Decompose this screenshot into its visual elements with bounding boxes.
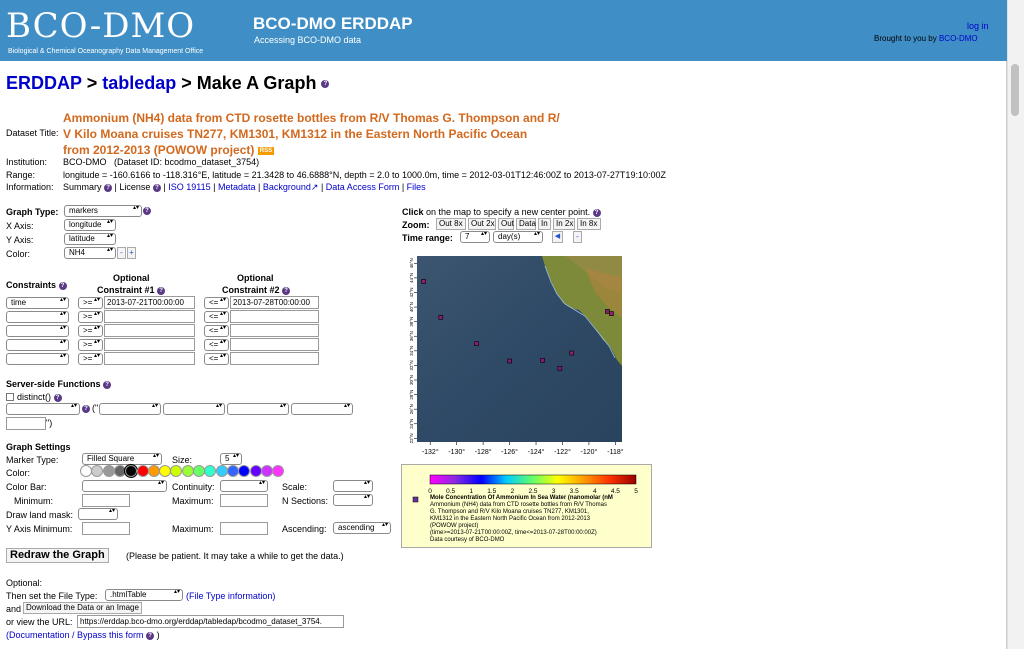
constraint1-value-input[interactable] <box>104 324 195 337</box>
data-point <box>508 359 512 363</box>
constraint1-optional: Optional <box>113 273 150 283</box>
function-arg-select-1[interactable] <box>99 403 161 415</box>
range-value: longitude = -160.6166 to -118.316°E, latitude = 21.3428 to 46.6888°N, depth = 2.0 to 1000.0m, time = 2012-03-01T12:46:00Z to 2013-07-27T19:10:00Z <box>63 170 666 180</box>
information-links: Summary ? | License ? | ISO 19115 | Metadata | Background↗ | Data Access Form | Files <box>63 182 426 192</box>
zoom-button[interactable]: In <box>538 218 551 230</box>
function-arg-select-3[interactable] <box>227 403 289 415</box>
constraint2-value-input[interactable] <box>230 310 319 323</box>
y-tick-label: 26°N <box>409 404 414 415</box>
nsections-select[interactable] <box>333 494 373 506</box>
login-link[interactable]: log in <box>967 21 989 31</box>
dataset-title-line: Ammonium (NH4) data from CTD rosette bottles from R/V Thomas G. Thompson and R/ <box>63 111 560 125</box>
constraint2-value-input[interactable] <box>230 324 319 337</box>
constraint2-header <box>222 285 290 295</box>
x-tick-label: -122° <box>554 449 571 456</box>
data-map[interactable] <box>395 248 640 463</box>
x-tick-label: -126° <box>501 449 518 456</box>
colorbar-tick-label: 4.5 <box>610 488 620 495</box>
data-point <box>609 312 613 316</box>
bcodmo-link[interactable]: BCO-DMO <box>938 34 978 43</box>
close-paren: ) <box>156 630 160 640</box>
color-var-select[interactable]: NH4 ▴▾ <box>64 247 116 259</box>
summary-text: Summary <box>63 182 102 192</box>
data-point <box>558 366 562 370</box>
help-icon[interactable]: ? <box>282 287 290 295</box>
ascending-label: Ascending: <box>282 524 327 534</box>
constraint1-value-input[interactable] <box>104 310 195 323</box>
function-select[interactable] <box>6 403 80 415</box>
landmask-select[interactable] <box>78 508 118 520</box>
constraint2-value-input[interactable] <box>230 352 319 365</box>
colorbar-tick-label: 3.5 <box>569 488 579 495</box>
server-functions-text: Server-side Functions <box>6 379 101 389</box>
open-paren: (" <box>92 403 99 413</box>
time-range-unit-select[interactable]: day(s) ▴▾ <box>493 231 543 243</box>
constraint2-operator-select[interactable]: <= ▴▾ <box>204 297 229 309</box>
breadcrumb-sep: > <box>81 73 103 93</box>
time-back-button[interactable]: ◀ <box>552 231 563 243</box>
server-functions-label <box>6 379 111 389</box>
colorbar-tick-label: 5 <box>634 488 638 495</box>
brought-by <box>874 34 978 43</box>
colorbar-tick-label: 1.5 <box>487 488 497 495</box>
y-axis-minimum-input[interactable] <box>82 522 130 535</box>
data-point <box>475 342 479 346</box>
site-title: BCO-DMO ERDDAP <box>253 14 413 33</box>
y-tick-labels <box>409 258 417 443</box>
color-bar <box>430 475 636 484</box>
x-tick-label: -120° <box>580 449 598 456</box>
size-select[interactable]: 5 ▴▾ <box>220 453 242 465</box>
constraint-variable-select[interactable]: time ▴▾ <box>6 297 69 309</box>
page-header <box>0 0 1007 61</box>
external-link-icon: ↗ <box>310 182 319 192</box>
color-bar-label: Color Bar: <box>6 482 47 492</box>
x-tick-label: -132° <box>421 449 439 456</box>
y-tick-label: 42°N <box>409 287 414 298</box>
constraint1-value-input[interactable] <box>104 338 195 351</box>
constraints-text: Constraints <box>6 280 57 290</box>
legend-line: Ammonium (NH4) data from CTD rosette bottles from R/V Thomas <box>430 502 607 508</box>
continuity-select[interactable] <box>220 480 268 492</box>
constraint1-operator-select[interactable]: >= ▴▾ <box>78 311 103 323</box>
distinct-text: distinct() <box>17 392 52 402</box>
continuity-label: Continuity: <box>172 482 215 492</box>
legend-line: G. Thompson and R/V Kilo Moana cruises TN277, KM1301, <box>430 509 589 515</box>
constraint1-text: Constraint #1 <box>97 285 155 295</box>
color-bar-select[interactable] <box>82 480 167 492</box>
y-axis-select[interactable]: latitude ▴▾ <box>64 233 116 245</box>
function-arg-input[interactable] <box>6 417 46 430</box>
colorbar-maximum-input[interactable] <box>220 494 268 507</box>
url-input[interactable]: https://erddap.bco-dmo.org/erddap/tabledap/bcodmo_dataset_3754. <box>77 615 344 628</box>
scale-label: Scale: <box>282 482 308 492</box>
function-arg-select-4[interactable] <box>291 403 353 415</box>
colorbar-tick-label: 2.5 <box>528 488 538 495</box>
data-point <box>605 309 609 313</box>
y-tick-label: 36°N <box>409 331 414 342</box>
constraint-variable-select[interactable] <box>6 353 69 365</box>
graph-type-label: Graph Type: <box>6 207 59 217</box>
color-swatch[interactable] <box>114 465 126 477</box>
constraint1-operator-select[interactable]: >= ▴▾ <box>78 297 103 309</box>
license-text: License <box>119 182 151 192</box>
dataset-title <box>63 110 560 158</box>
colorbar-ticks <box>428 488 638 495</box>
help-icon[interactable]: ? <box>157 287 165 295</box>
download-button[interactable]: Download the Data or an Image <box>23 602 142 614</box>
constraint2-operator-select[interactable]: <= ▴▾ <box>204 353 229 365</box>
y-tick-label: 28°N <box>409 389 414 400</box>
institution-name: BCO-DMO <box>63 157 107 167</box>
metadata-link[interactable]: Metadata <box>217 182 256 192</box>
scale-select[interactable] <box>333 480 373 492</box>
x-axis-select[interactable]: longitude ▴▾ <box>64 219 116 231</box>
y-tick-label: 46°N <box>409 258 414 269</box>
x-tick-label: -118° <box>607 449 624 456</box>
color-swatch[interactable] <box>159 465 171 477</box>
distinct-label <box>17 392 62 402</box>
color-var-plus-button[interactable]: + <box>127 247 136 259</box>
x-tick-label: -124° <box>527 449 545 456</box>
help-icon[interactable]: ? <box>59 282 67 290</box>
color-var-minus-button[interactable]: - <box>117 247 126 259</box>
graph-settings-label: Graph Settings <box>6 442 71 452</box>
minimum-label: Minimum: <box>14 496 54 506</box>
nsections-label: N Sections: <box>282 496 329 506</box>
y-tick-label: 40°N <box>409 302 414 313</box>
help-icon[interactable]: ? <box>146 632 154 640</box>
marker-type-select[interactable]: Filled Square ▴▾ <box>82 453 162 465</box>
constraint1-header <box>97 285 165 295</box>
constraint2-operator-select[interactable]: <= ▴▾ <box>204 339 229 351</box>
landmask-label: Draw land mask: <box>6 510 74 520</box>
zoom-button[interactable]: In 8x <box>577 218 601 230</box>
constraint2-value-input[interactable] <box>230 338 319 351</box>
graph-type-select[interactable]: markers ▴▾ <box>64 205 142 217</box>
y-tick-label: 30°N <box>409 374 414 386</box>
maximum-label: Maximum: <box>172 496 214 506</box>
y-tick-label: 34°N <box>409 345 414 356</box>
y-axis-maximum-label: Maximum: <box>172 524 214 534</box>
y-tick-label: 44°N <box>409 272 414 283</box>
x-tick-labels <box>422 442 624 456</box>
y-tick-label: 38°N <box>409 316 414 327</box>
help-icon[interactable]: ? <box>153 184 161 192</box>
constraint1-operator-select[interactable]: >= ▴▾ <box>78 325 103 337</box>
help-icon[interactable]: ? <box>82 405 90 413</box>
dataset-title-line: from 2012-2013 (POWOW project) <box>63 143 255 157</box>
color-swatch[interactable] <box>216 465 228 477</box>
constraint1-operator-select[interactable]: >= ▴▾ <box>78 339 103 351</box>
color-swatch[interactable] <box>261 465 273 477</box>
legend-line: (time>=2013-07-21T00:00:00Z, time<=2013-07-28T00:00:00Z) <box>430 530 597 536</box>
y-tick-label: 32°N <box>409 360 414 371</box>
help-icon[interactable]: ? <box>593 209 601 217</box>
filetype-select[interactable]: .htmlTable ▴▾ <box>105 589 183 601</box>
close-paren: ") <box>46 418 53 428</box>
colorbar-tick-label: 1 <box>469 488 474 495</box>
y-tick-label: 24°N <box>409 418 414 429</box>
institution-label: Institution: <box>6 157 48 167</box>
click-bold: Click <box>402 207 424 217</box>
marker-type-label: Marker Type: <box>6 455 59 465</box>
legend-text <box>430 495 613 544</box>
breadcrumb-tabledap[interactable]: tabledap <box>102 73 177 93</box>
color-swatch[interactable] <box>103 465 115 477</box>
constraint1-operator-select[interactable]: >= ▴▾ <box>78 353 103 365</box>
distinct-checkbox[interactable] <box>6 393 14 401</box>
information-label: Information: <box>6 182 54 192</box>
color-swatch[interactable] <box>182 465 194 477</box>
x-tick-label: -128° <box>474 449 492 456</box>
filetype-info-link[interactable]: (File Type information) <box>186 591 276 601</box>
data-point <box>570 351 574 355</box>
color-var-label: Color: <box>6 249 31 259</box>
colorbar-minimum-input[interactable] <box>82 494 130 507</box>
iso-link[interactable]: ISO 19115 <box>168 182 211 192</box>
documentation-link-row <box>6 630 160 640</box>
dataset-title-line: V Kilo Moana cruises TN277, KM1301, KM1312 in the Eastern North Pacific Ocean <box>63 127 528 141</box>
filetype-label: Then set the File Type: <box>6 591 98 601</box>
zoom-button[interactable]: Out 2x <box>468 218 496 230</box>
colorbar-tick-label: 0 <box>428 488 432 495</box>
colorbar-tick-label: 3 <box>551 488 556 495</box>
marker-color-label: Color: <box>6 468 31 478</box>
data-point <box>439 315 443 319</box>
function-arg-select-2[interactable] <box>163 403 225 415</box>
data-access-form-link[interactable]: Data Access Form <box>325 182 400 192</box>
constraint2-text: Constraint #2 <box>222 285 280 295</box>
colorbar-tick-label: 4 <box>592 488 597 495</box>
legend-line: Data courtesy of BCO-DMO <box>430 537 505 543</box>
background-link[interactable]: Background <box>262 182 311 192</box>
data-point <box>541 358 545 362</box>
constraint2-optional: Optional <box>237 273 274 283</box>
colorbar-tick-label: 0.5 <box>446 488 456 495</box>
zoom-button[interactable]: Data <box>516 218 536 230</box>
y-axis-label: Y Axis: <box>6 235 34 245</box>
bcodmo-logo[interactable]: BCO-DMO <box>6 6 196 46</box>
colorbar-tick-label: 2 <box>510 488 515 495</box>
rss-icon[interactable]: RSS <box>259 147 273 154</box>
logo-subtitle: Biological & Chemical Oceanography Data Management Office <box>8 48 204 55</box>
time-range-label: Time range: <box>402 233 453 243</box>
x-tick-label: -130° <box>448 449 466 456</box>
data-point <box>422 280 426 284</box>
constraint-variable-select[interactable] <box>6 339 69 351</box>
constraint-variable-select[interactable] <box>6 311 69 323</box>
files-link[interactable]: Files <box>406 182 426 192</box>
y-tick-label: 22°N <box>409 433 414 444</box>
click-instruction <box>402 207 601 217</box>
color-swatch[interactable] <box>137 465 149 477</box>
page-title: Make A Graph <box>196 73 317 93</box>
zoom-button[interactable]: In 2x <box>553 218 575 230</box>
size-label: Size: <box>172 455 193 465</box>
breadcrumb-sep: > <box>176 73 197 93</box>
dataset-id: (Dataset ID: bcodmo_dataset_3754) <box>114 157 260 167</box>
dataset-title-label: Dataset Title: <box>6 128 59 138</box>
breadcrumb <box>6 73 329 94</box>
breadcrumb-erddap[interactable]: ERDDAP <box>6 73 82 93</box>
color-swatch[interactable] <box>250 465 262 477</box>
ascending-select[interactable]: ascending ▴▾ <box>333 522 391 534</box>
zoom-button[interactable]: Out <box>498 218 514 230</box>
legend-line: (POWOW project) <box>430 523 479 529</box>
institution-value <box>63 157 259 167</box>
help-icon[interactable]: ? <box>104 184 112 192</box>
click-rest: on the map to specify a new center point. <box>423 207 591 217</box>
constraints-label <box>6 280 67 290</box>
constraint2-value-input[interactable]: 2013-07-28T00:00:00 <box>230 296 319 309</box>
constraint-variable-select[interactable] <box>6 325 69 337</box>
legend-marker <box>413 497 418 502</box>
site-subtitle: Accessing BCO-DMO data <box>254 35 362 45</box>
time-forward-button[interactable]: - <box>573 231 582 243</box>
zoom-button[interactable]: Out 8x <box>436 218 466 230</box>
color-swatch[interactable] <box>227 465 239 477</box>
scrollbar-thumb[interactable] <box>1011 64 1019 116</box>
color-swatch[interactable] <box>80 465 92 477</box>
y-axis-minimum-label: Y Axis Minimum: <box>6 524 73 534</box>
documentation-link[interactable]: (Documentation / Bypass this form <box>6 630 144 640</box>
map-legend <box>401 464 652 548</box>
constraint1-value-input[interactable] <box>104 352 195 365</box>
redraw-graph-button[interactable]: Redraw the Graph <box>6 548 109 563</box>
constraint1-value-input[interactable]: 2013-07-21T00:00:00 <box>104 296 195 309</box>
time-range-number-select[interactable]: 7 ▴▾ <box>460 231 490 243</box>
color-swatch[interactable] <box>272 465 284 477</box>
url-label: or view the URL: <box>6 617 73 627</box>
x-axis-label: X Axis: <box>6 221 34 231</box>
constraint2-operator-select[interactable]: <= ▴▾ <box>204 325 229 337</box>
legend-title: Mole Concentration Of Ammonium In Sea Water (nanomolar (nM <box>430 495 613 501</box>
optional-label: Optional: <box>6 578 43 588</box>
brought-text: Brought to you by <box>874 34 937 43</box>
help-icon[interactable]: ? <box>321 80 329 88</box>
y-axis-maximum-input[interactable] <box>220 522 268 535</box>
help-icon[interactable]: ? <box>54 394 62 402</box>
color-swatch[interactable] <box>148 465 160 477</box>
and-label: and <box>6 604 22 614</box>
help-icon[interactable]: ? <box>143 207 151 215</box>
constraint2-operator-select[interactable]: <= ▴▾ <box>204 311 229 323</box>
help-icon[interactable]: ? <box>103 381 111 389</box>
range-label: Range: <box>6 170 36 180</box>
legend-line: KM1312 in the Eastern North Pacific Ocean from 2012-2013 <box>430 516 591 522</box>
zoom-label: Zoom: <box>402 220 430 230</box>
redraw-note: (Please be patient. It may take a while to get the data.) <box>126 551 344 561</box>
color-swatch[interactable] <box>193 465 205 477</box>
